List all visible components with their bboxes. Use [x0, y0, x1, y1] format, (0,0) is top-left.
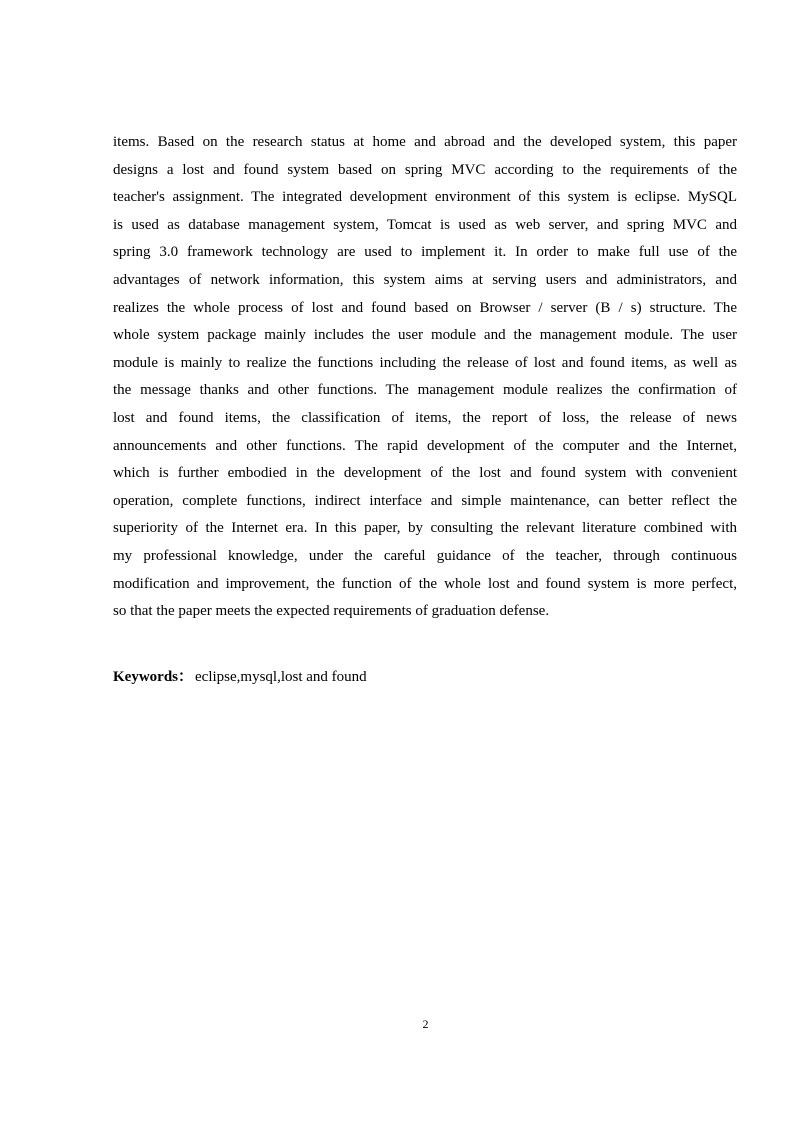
abstract-line-11: lost and found items, the classification of items, the report of loss, the release of news — [113, 409, 737, 426]
abstract-line-12: announcements and other functions. The rapid development of the computer and the Internet, — [113, 437, 737, 454]
abstract-line-10: the message thanks and other functions. The management module realizes the confirmation of — [113, 382, 737, 399]
page-number: 2 — [422, 1017, 429, 1031]
keywords-value: eclipse,mysql,lost and found — [195, 669, 367, 685]
abstract-line-1: items. Based on the research status at home and abroad and the developed system, this paper — [113, 134, 737, 150]
abstract-line-17: modification and improvement, the function of the whole lost and found system is more perfect, — [113, 575, 737, 592]
abstract-line-5: spring 3.0 framework technology are used to implement it. In order to make full use of the — [113, 244, 737, 261]
abstract-line-9: module is mainly to realize the functions including the release of lost and found items, as well as — [113, 354, 737, 371]
abstract-paragraph — [113, 129, 737, 626]
abstract-line-6: advantages of network information, this system aims at serving users and administrators, and — [113, 271, 737, 288]
keywords-label: Keywords： — [113, 669, 193, 685]
abstract-line-16: my professional knowledge, under the careful guidance of the teacher, through continuous — [113, 547, 737, 564]
abstract-line-18: so that the paper meets the expected requirements of graduation defense. — [113, 603, 550, 620]
abstract-line-7: realizes the whole process of lost and found based on Browser / server (B / s) structure. The — [113, 299, 737, 316]
abstract-line-3: teacher's assignment. The integrated development environment of this system is eclipse. MySQL — [113, 189, 737, 206]
abstract-line-13: which is further embodied in the development of the lost and found system with convenient — [113, 465, 737, 482]
abstract-line-8: whole system package mainly includes the user module and the management module. The user — [113, 327, 737, 344]
abstract-line-14: operation, complete functions, indirect interface and simple maintenance, can better reflect the — [113, 492, 737, 509]
keywords-line — [113, 664, 367, 692]
abstract-line-4: is used as database management system, Tomcat is used as web server, and spring MVC and — [113, 216, 737, 233]
abstract-line-2: designs a lost and found system based on spring MVC according to the requirements of the — [113, 161, 737, 178]
abstract-line-15: superiority of the Internet era. In this paper, by consulting the relevant literature combined with — [113, 520, 737, 537]
